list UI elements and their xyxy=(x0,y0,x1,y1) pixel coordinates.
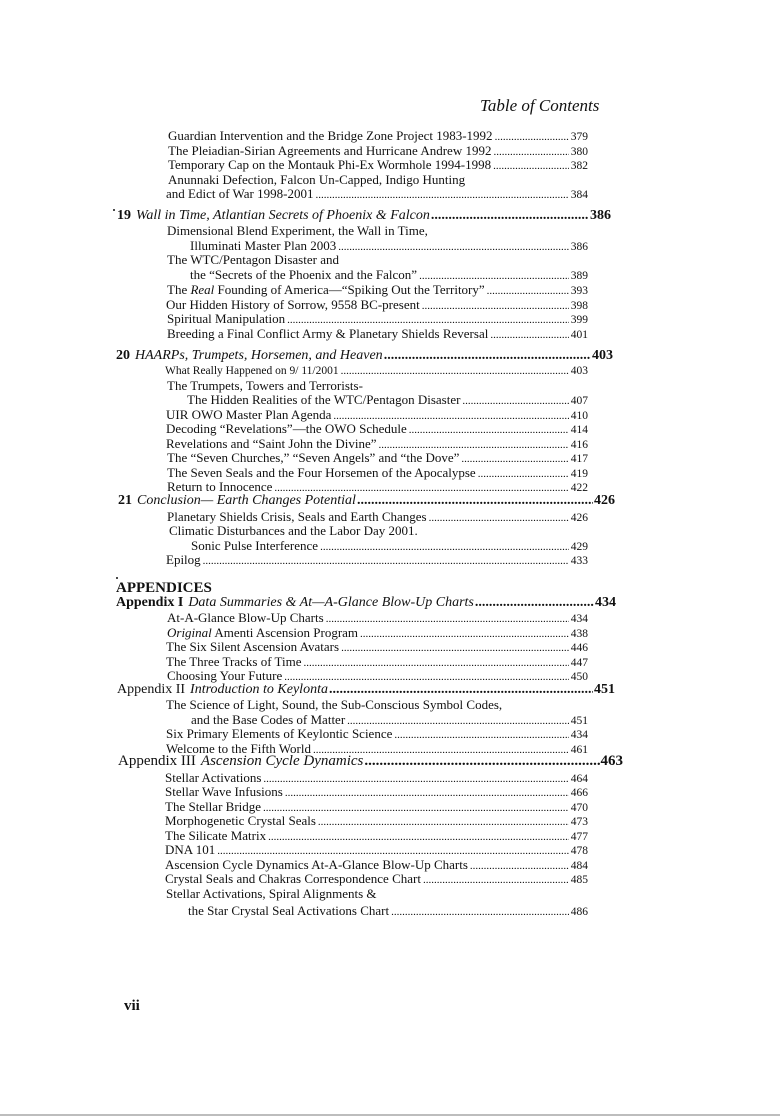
toc-entry[interactable]: The Seven Seals and the Four Horsemen of the Apocalypse ..... 419 xyxy=(167,465,588,482)
appendix-1-heading[interactable]: Appendix I Data Summaries & At—A-Glance Blow-Up Charts ..... 434 xyxy=(116,595,616,611)
toc-entry[interactable]: Stellar Wave Infusions ..... 466 xyxy=(165,784,588,801)
toc-entry-line1: Stellar Activations, Spiral Alignments & xyxy=(166,886,377,901)
toc-entry[interactable]: What Really Happened on 9/ 11/2001 ..... 403 xyxy=(165,364,588,379)
appendix-2-heading[interactable]: Appendix II Introduction to Keylonta ..... 451 xyxy=(117,682,615,698)
running-head: Table of Contents xyxy=(480,96,600,115)
toc-entry[interactable]: Planetary Shields Crisis, Seals and Earth Changes ..... 426 xyxy=(167,509,588,526)
toc-entry[interactable]: The Stellar Bridge ..... 470 xyxy=(165,799,588,816)
toc-entry[interactable]: Return to Innocence ..... 422 xyxy=(167,479,588,496)
toc-entry[interactable]: The Six Silent Ascension Avatars ..... 446 xyxy=(166,639,588,656)
toc-entry[interactable]: Crystal Seals and Chakras Correspondence Chart ..... 485 xyxy=(165,871,588,888)
toc-entry[interactable]: The Hidden Realities of the WTC/Pentagon Disaster ..... 407 xyxy=(187,392,588,409)
toc-entry[interactable]: UIR OWO Master Plan Agenda ..... 410 xyxy=(166,407,588,424)
toc-entry-line1: Dimensional Blend Experiment, the Wall in Time, xyxy=(167,223,428,238)
toc-entry[interactable]: Original Amenti Ascension Program ..... 438 xyxy=(167,625,588,642)
toc-entry[interactable]: Guardian Intervention and the Bridge Zone Project 1983-1992 ..... 379 xyxy=(168,128,588,145)
toc-entry[interactable]: and Edict of War 1998-2001 ..... 384 xyxy=(166,186,588,203)
toc-entry[interactable]: and the Base Codes of Matter ..... 451 xyxy=(191,712,588,729)
toc-entry[interactable]: Revelations and “Saint John the Divine” ..... 416 xyxy=(166,436,588,453)
page-number: vii xyxy=(124,998,140,1014)
chapter-20-heading[interactable]: 20 HAARPs, Trumpets, Horsemen, and Heaven ..... 403 xyxy=(116,348,613,364)
toc-entry-line1: Climatic Disturbances and the Labor Day 2001. xyxy=(169,523,418,538)
toc-entry[interactable]: Epilog ..... 433 xyxy=(166,552,588,569)
toc-entry[interactable]: Our Hidden History of Sorrow, 9558 BC-present ..... 398 xyxy=(166,297,588,314)
stray-mark xyxy=(113,209,115,211)
toc-entry-line1: Anunnaki Defection, Falcon Un-Capped, Indigo Hunting xyxy=(168,172,466,187)
toc-entry[interactable]: Choosing Your Future ..... 450 xyxy=(167,668,588,685)
appendix-3-heading[interactable]: Appendix III Ascension Cycle Dynamics ..... 463 xyxy=(118,753,623,769)
toc-entry[interactable]: Morphogenetic Crystal Seals ..... 473 xyxy=(165,813,588,830)
toc-entry[interactable]: Illuminati Master Plan 2003 ..... 386 xyxy=(190,238,588,255)
toc-entry-line1: The Science of Light, Sound, the Sub-Conscious Symbol Codes, xyxy=(166,697,503,712)
toc-entry[interactable]: Ascension Cycle Dynamics At-A-Glance Blow-Up Charts ..... 484 xyxy=(165,857,588,874)
toc-entry-line1: The WTC/Pentagon Disaster and xyxy=(167,252,339,267)
toc-entry[interactable]: the “Secrets of the Phoenix and the Falcon” ..... 389 xyxy=(190,267,588,284)
toc-entry[interactable]: The “Seven Churches,” “Seven Angels” and “the Dove” ..... 417 xyxy=(167,450,588,467)
toc-entry[interactable]: Spiritual Manipulation ..... 399 xyxy=(167,311,588,328)
toc-entry[interactable]: At-A-Glance Blow-Up Charts ..... 434 xyxy=(167,610,588,627)
toc-entry[interactable]: Sonic Pulse Interference ..... 429 xyxy=(191,538,588,555)
toc-entry[interactable]: Stellar Activations ..... 464 xyxy=(165,770,588,787)
toc-entry[interactable]: The Pleiadian-Sirian Agreements and Hurricane Andrew 1992 ..... 380 xyxy=(168,143,588,160)
chapter-21-heading[interactable]: 21 Conclusion— Earth Changes Potential ..... 426 xyxy=(118,493,615,509)
toc-entry[interactable]: The Three Tracks of Time ..... 447 xyxy=(166,654,588,671)
page-bottom-border xyxy=(0,1114,780,1116)
toc-entry[interactable]: Decoding “Revelations”—the OWO Schedule ..... 414 xyxy=(166,421,588,438)
chapter-19-heading[interactable]: 19 Wall in Time, Atlantian Secrets of Phoenix & Falcon ..... 386 xyxy=(117,208,611,224)
appendices-heading: APPENDICES xyxy=(116,580,212,596)
toc-entry[interactable]: The Silicate Matrix ..... 477 xyxy=(165,828,588,845)
toc-entry[interactable]: DNA 101 ..... 478 xyxy=(165,842,588,859)
toc-entry[interactable]: Six Primary Elements of Keylontic Science ..... 434 xyxy=(166,726,588,743)
toc-entry-line1: The Trumpets, Towers and Terrorists- xyxy=(167,378,363,393)
toc-entry[interactable]: Welcome to the Fifth World ..... 461 xyxy=(166,741,588,758)
toc-entry[interactable]: Temporary Cap on the Montauk Phi-Ex Wormhole 1994-1998 ..... 382 xyxy=(168,157,588,174)
stray-mark xyxy=(116,577,118,579)
toc-entry[interactable]: Breeding a Final Conflict Army & Planetary Shields Reversal ..... 401 xyxy=(167,326,588,343)
toc-entry[interactable]: The Real Founding of America—“Spiking Out the Territory” ..... 393 xyxy=(167,282,588,299)
toc-entry[interactable]: the Star Crystal Seal Activations Chart ..... 486 xyxy=(188,903,588,920)
